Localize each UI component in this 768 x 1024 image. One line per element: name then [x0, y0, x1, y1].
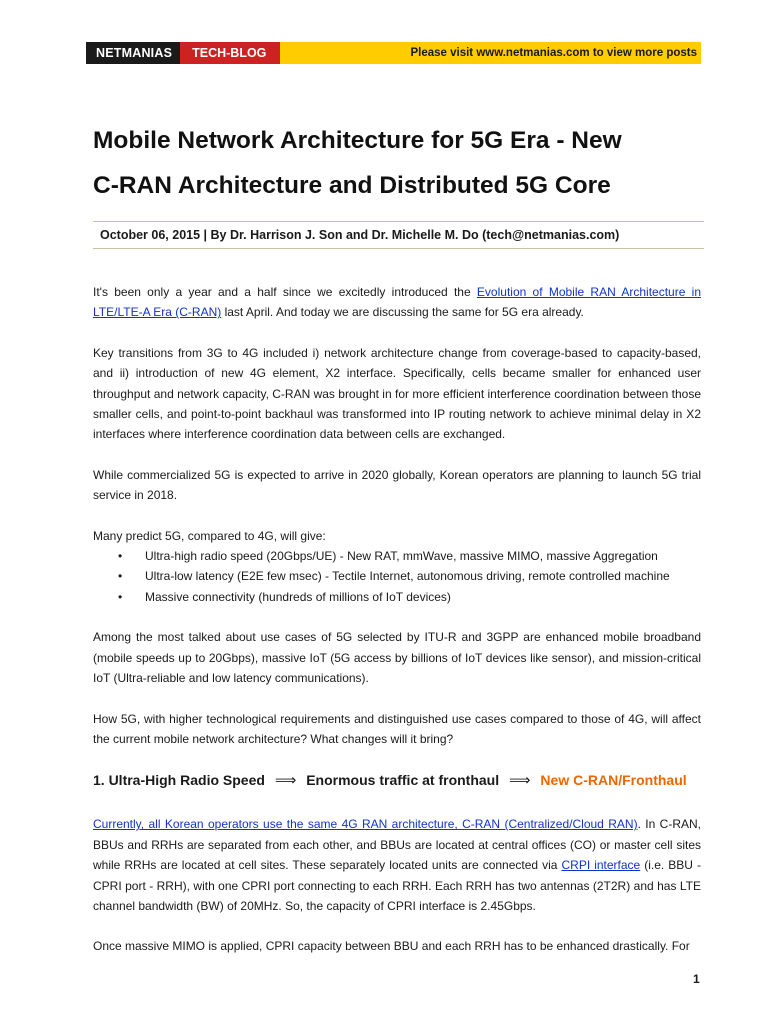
- paragraph-commercial-5g: While commercialized 5G is expected to arrive in 2020 globally, Korean operators are planning to launch 5G trial service in 2018.: [93, 467, 701, 503]
- p7-mid: . In C-RAN, BBUs and RRHs are separated from each other, and BBUs are located at central offices (CO) or master cell sites while RRHs are located at cell sites. These separately located units are connected via: [93, 817, 702, 873]
- article-body: [93, 282, 701, 957]
- section-heading-1: [93, 769, 701, 792]
- list-item-text: Ultra-high radio speed (20Gbps/UE) - New RAT, mmWave, massive MIMO, massive Aggregation: [145, 549, 658, 564]
- section-part-3: New C-RAN/Fronthaul: [540, 772, 687, 789]
- list-item: [93, 566, 701, 586]
- header-bar: [86, 42, 701, 64]
- double-arrow-icon: ⟹: [509, 772, 531, 790]
- visit-suffix: to view more posts: [589, 47, 697, 59]
- p7-after: (i.e. BBU - CPRI port - RRH), with one CPRI port connecting to each RRH. Each RRH has two antennas (2T2R) and has LTE channel bandwidth (BW) of 20MHz. So, the capacity of CPRI interface is 2.45Gbps.: [93, 858, 701, 913]
- tech-blog-tag: TECH-BLOG: [180, 42, 280, 64]
- visit-prefix: Please visit: [410, 47, 477, 59]
- paragraph-use-cases: Among the most talked about use cases of 5G selected by ITU-R and 3GPP are enhanced mobile broadband (mobile speeds up to 20Gbps), massive IoT (5G access by billions of IoT devices like sensor), and mission-critical IoT (Ultra-reliable and low latency communications).: [93, 630, 701, 686]
- section-part-2: Enormous traffic at fronthaul: [306, 772, 500, 789]
- page-number: 1: [693, 972, 700, 986]
- list-item: [93, 546, 701, 566]
- visit-notice: [410, 47, 701, 59]
- p1-after: last April. And today we are discussing the same for 5G era already.: [221, 305, 584, 320]
- paragraph-massive-mimo: Once massive MIMO is applied, CPRI capacity between BBU and each RRH has to be enhanced drastically. For: [93, 939, 690, 954]
- link-korean-operators-cran[interactable]: Currently, all Korean operators use the same 4G RAN architecture, C-RAN (Centralized/Cloud RAN): [93, 817, 638, 832]
- list-item: [93, 587, 701, 607]
- double-arrow-icon: ⟹: [274, 772, 297, 790]
- paragraph-intro: [93, 282, 701, 323]
- list-item-text: Massive connectivity (hundreds of millions of IoT devices): [145, 589, 451, 604]
- p1-before: It's been only a year and a half since we excitedly introduced the: [93, 285, 477, 299]
- byline: October 06, 2015 | By Dr. Harrison J. Son and Dr. Michelle M. Do (tech@netmanias.com): [93, 221, 704, 249]
- bullet-glyph: •: [118, 589, 123, 604]
- visit-site: www.netmanias.com: [476, 47, 590, 59]
- paragraph-predictions: Many predict 5G, compared to 4G, will give:: [93, 528, 326, 543]
- bullet-glyph: •: [118, 549, 123, 564]
- bullet-glyph: •: [118, 569, 123, 584]
- paragraph-question: How 5G, with higher technological requirements and distinguished use cases compared to those of 4G, will affect the current mobile network architecture? What changes will it bring?: [93, 711, 701, 746]
- page-title: [93, 118, 713, 208]
- paragraph-transitions: Key transitions from 3G to 4G included i) network architecture change from coverage-based to capacity-based, and ii) introduction of new 4G element, X2 interface. Specifically, cells became smaller for enhanced user throughput and network capacity, C-RAN was brought in for more efficient interference coordination between those smaller cells, and point-to-point backhaul was transformed into IP routing network to achieve minimal delay in X2 interfaces where interference coordination data between cells are exchanged.: [93, 345, 701, 442]
- section-part-1: 1. Ultra-High Radio Speed: [93, 772, 265, 789]
- paragraph-current-cran: [93, 814, 701, 916]
- list-item-text: Ultra-low latency (E2E few msec) - Tectile Internet, autonomous driving, remote controlled machine: [145, 569, 670, 584]
- brand-label: NETMANIAS: [86, 42, 180, 64]
- link-cpri-interface[interactable]: CRPI interface: [561, 858, 641, 873]
- link-evolution-ran[interactable]: Evolution of Mobile RAN Architecture in LTE/LTE-A Era (C-RAN): [93, 285, 701, 320]
- title-line-2: C-RAN Architecture and Distributed 5G Core: [93, 172, 611, 199]
- title-line-1: Mobile Network Architecture for 5G Era - New: [93, 127, 622, 154]
- prediction-list: [93, 546, 701, 607]
